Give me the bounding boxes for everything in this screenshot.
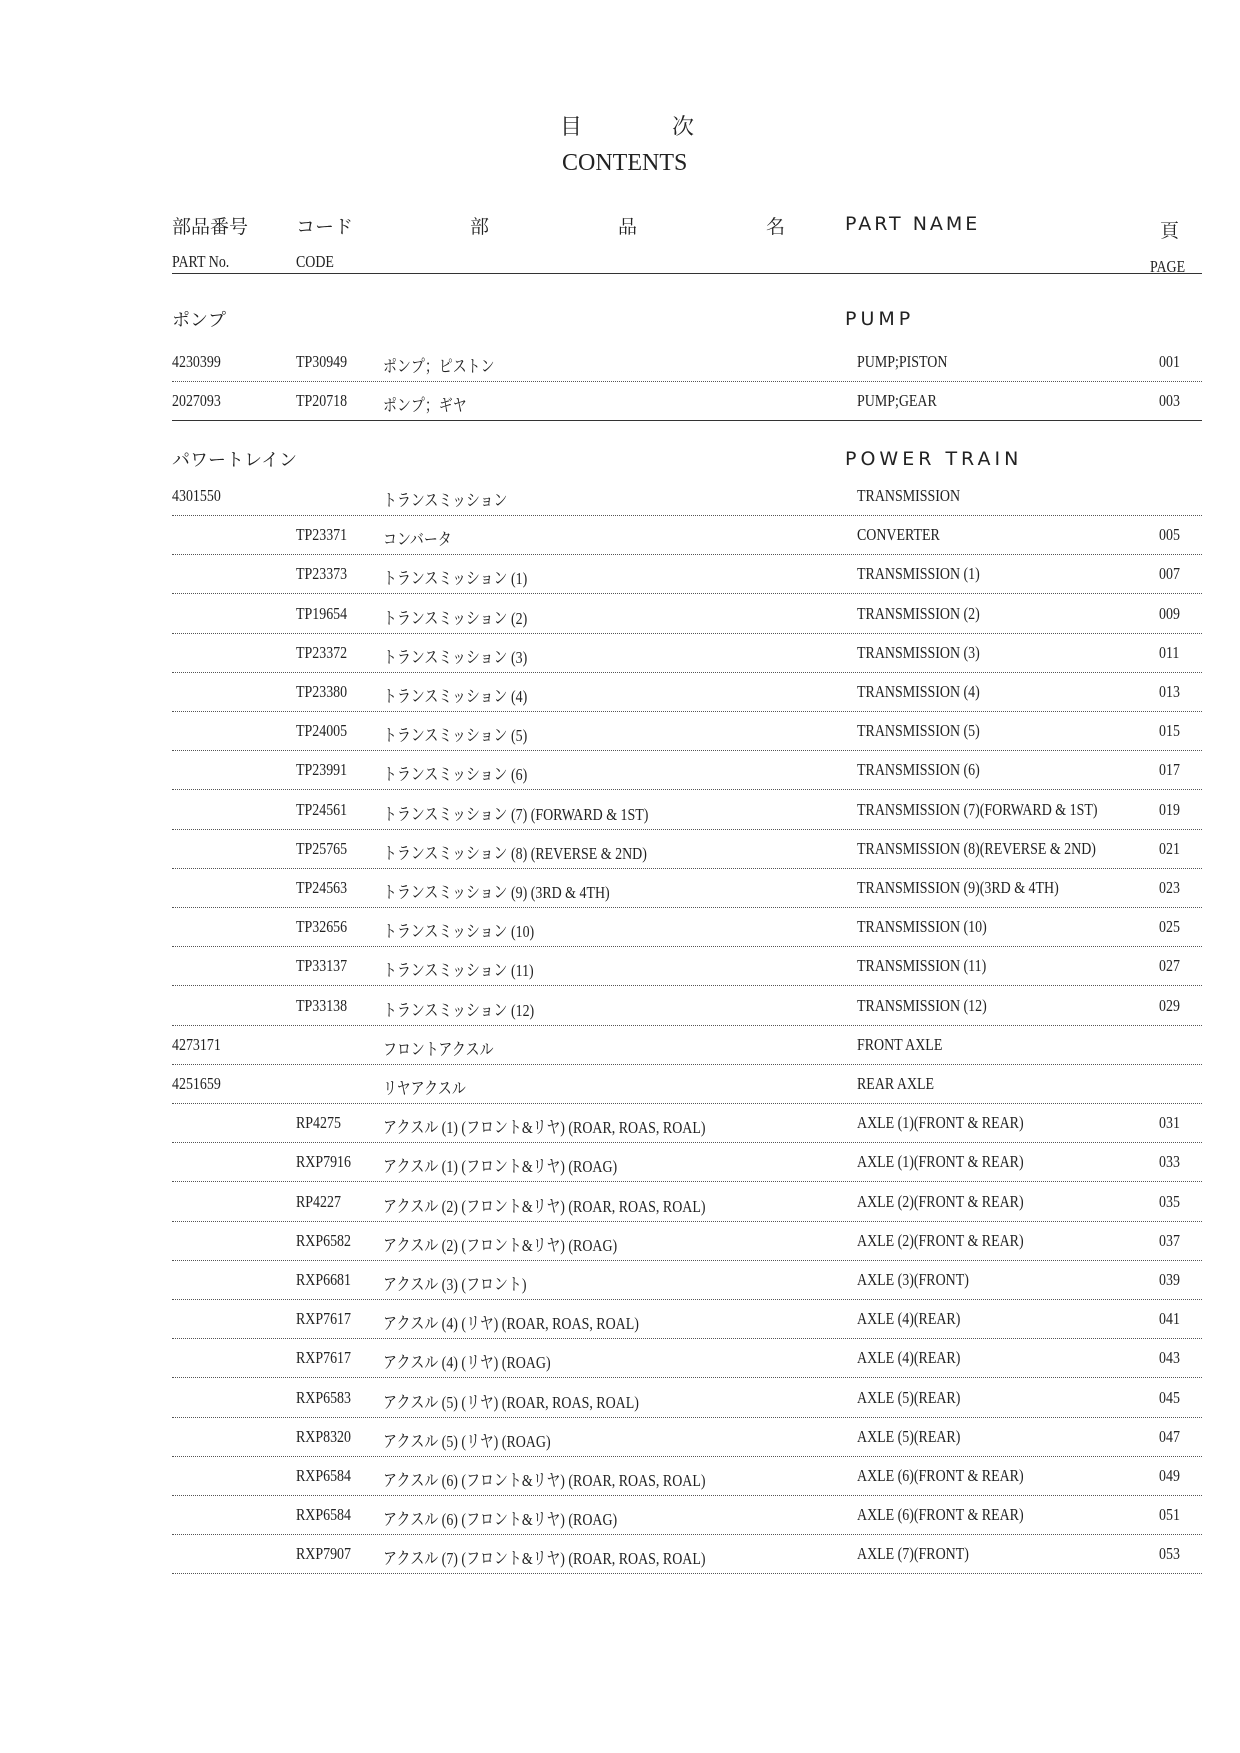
- row-divider: [172, 711, 1202, 712]
- name-en: AXLE (1)(FRONT & REAR): [857, 1152, 1024, 1172]
- section-title-jp: パワートレイン: [172, 450, 298, 470]
- part-number: 2027093: [172, 391, 221, 411]
- page-number: 037: [1159, 1230, 1180, 1250]
- name-en: PUMP;PISTON: [857, 352, 948, 371]
- title-en: CONTENTS: [562, 150, 688, 176]
- name-en: TRANSMISSION (1): [857, 564, 980, 584]
- row-divider: [172, 1103, 1202, 1104]
- name-en: TRANSMISSION (6): [857, 760, 980, 780]
- part-number: 4301550: [172, 486, 221, 505]
- code: TP20718: [296, 391, 348, 411]
- section-rule: [172, 420, 1202, 421]
- name-jp: トランスミッション (5): [383, 726, 528, 746]
- page-number: 045: [1159, 1387, 1180, 1407]
- code: RXP7617: [296, 1309, 352, 1329]
- name-jp: フロントアクスル: [383, 1039, 494, 1059]
- code: TP32656: [296, 917, 348, 937]
- page-number: 033: [1159, 1152, 1180, 1172]
- row-divider: [172, 1377, 1202, 1378]
- name-jp: アクスル (4) (リヤ) (ROAR, ROAS, ROAL): [383, 1314, 639, 1334]
- row-divider: [172, 868, 1202, 869]
- row-divider: [172, 1221, 1202, 1222]
- section-title-jp: ポンプ: [172, 310, 226, 330]
- row-divider: [172, 1417, 1202, 1418]
- row-divider: [172, 1456, 1202, 1457]
- name-en: TRANSMISSION (12): [857, 995, 987, 1015]
- row-divider: [172, 1025, 1202, 1026]
- code: RP4227: [296, 1191, 341, 1211]
- code: RXP8320: [296, 1426, 352, 1446]
- header-rule: [172, 273, 1202, 274]
- name-en: AXLE (5)(REAR): [857, 1426, 961, 1446]
- name-jp: アクスル (4) (リヤ) (ROAG): [383, 1353, 551, 1373]
- name-jp: アクスル (1) (フロント&リヤ) (ROAR, ROAS, ROAL): [383, 1118, 706, 1138]
- name-en: FRONT AXLE: [857, 1034, 943, 1054]
- code: TP24005: [296, 721, 348, 741]
- header-code-jp: コード: [296, 217, 354, 238]
- name-en: TRANSMISSION (2): [857, 603, 980, 623]
- name-jp: ポンプ；ギヤ: [383, 396, 467, 416]
- name-en: TRANSMISSION (9)(3RD & 4TH): [857, 878, 1059, 897]
- page-number: 009: [1159, 603, 1180, 623]
- name-en: AXLE (2)(FRONT & REAR): [857, 1230, 1024, 1250]
- row-divider: [172, 907, 1202, 908]
- page-number: 019: [1159, 799, 1180, 819]
- name-en: TRANSMISSION (3): [857, 642, 980, 662]
- code: TP25765: [296, 838, 348, 858]
- row-divider: [172, 1495, 1202, 1496]
- name-jp: トランスミッション (12): [383, 1000, 535, 1020]
- section-title-en: POWER TRAIN: [845, 448, 1023, 470]
- page-number: 013: [1159, 682, 1180, 701]
- page-number: 049: [1159, 1466, 1180, 1485]
- code: TP23991: [296, 760, 348, 780]
- name-jp: トランスミッション (7) (FORWARD & 1ST): [383, 804, 649, 824]
- page-number: 011: [1159, 642, 1180, 662]
- part-number: 4251659: [172, 1074, 221, 1093]
- row-divider: [172, 515, 1202, 516]
- row-divider: [172, 381, 1202, 382]
- row-divider: [172, 1338, 1202, 1339]
- header-part-name: PART NAME: [845, 213, 981, 235]
- name-jp: アクスル (7) (フロント&リヤ) (ROAR, ROAS, ROAL): [383, 1549, 706, 1569]
- row-divider: [172, 750, 1202, 751]
- row-divider: [172, 1260, 1202, 1261]
- name-en: AXLE (4)(REAR): [857, 1348, 961, 1368]
- name-en: TRANSMISSION (4): [857, 682, 980, 701]
- name-jp: アクスル (5) (リヤ) (ROAR, ROAS, ROAL): [383, 1392, 639, 1412]
- name-jp: トランスミッション (3): [383, 647, 528, 667]
- name-en: REAR AXLE: [857, 1074, 935, 1093]
- page-number: 031: [1159, 1113, 1180, 1133]
- row-divider: [172, 1142, 1202, 1143]
- page-number: 003: [1159, 391, 1180, 411]
- name-en: TRANSMISSION (11): [857, 956, 987, 976]
- name-jp: トランスミッション (4): [383, 687, 528, 706]
- name-jp: トランスミッション: [383, 491, 508, 510]
- page-number: 025: [1159, 917, 1180, 937]
- title-jp: 目次: [560, 114, 785, 139]
- row-divider: [172, 593, 1202, 594]
- code: TP33137: [296, 956, 348, 976]
- page-number: 027: [1159, 956, 1180, 976]
- page-number: 053: [1159, 1544, 1180, 1564]
- name-jp: アクスル (3) (フロント): [383, 1275, 527, 1294]
- name-jp: トランスミッション (9) (3RD & 4TH): [383, 883, 610, 902]
- name-jp: リヤアクスル: [383, 1079, 466, 1098]
- code: RXP7907: [296, 1544, 352, 1564]
- page-number: 035: [1159, 1191, 1180, 1211]
- name-jp: トランスミッション (8) (REVERSE & 2ND): [383, 843, 647, 863]
- row-divider: [172, 789, 1202, 790]
- name-en: AXLE (6)(FRONT & REAR): [857, 1466, 1024, 1485]
- page-number: 001: [1159, 352, 1180, 371]
- name-jp: トランスミッション (1): [383, 569, 528, 589]
- name-en: AXLE (6)(FRONT & REAR): [857, 1505, 1024, 1525]
- code: RXP7916: [296, 1152, 352, 1172]
- page-number: 051: [1159, 1505, 1180, 1525]
- page-number: 041: [1159, 1309, 1180, 1329]
- row-divider: [172, 1299, 1202, 1300]
- code: TP23372: [296, 642, 348, 662]
- row-divider: [172, 985, 1202, 986]
- name-jp: アクスル (2) (フロント&リヤ) (ROAG): [383, 1235, 618, 1255]
- code: TP24563: [296, 878, 348, 897]
- code: RXP6582: [296, 1230, 352, 1250]
- name-en: CONVERTER: [857, 525, 940, 545]
- page-number: 043: [1159, 1348, 1180, 1368]
- row-divider: [172, 1573, 1202, 1574]
- name-en: AXLE (2)(FRONT & REAR): [857, 1191, 1024, 1211]
- code: TP23373: [296, 564, 348, 584]
- code: RXP6583: [296, 1387, 352, 1407]
- name-en: AXLE (4)(REAR): [857, 1309, 961, 1329]
- page-number: 039: [1159, 1270, 1180, 1289]
- name-en: TRANSMISSION: [857, 486, 961, 505]
- page-number: 015: [1159, 721, 1180, 741]
- name-jp: アクスル (6) (フロント&リヤ) (ROAG): [383, 1510, 618, 1530]
- header-name-jp: 部 品 名: [470, 217, 841, 238]
- row-divider: [172, 672, 1202, 673]
- part-number: 4273171: [172, 1034, 221, 1054]
- name-en: AXLE (7)(FRONT): [857, 1544, 969, 1564]
- name-jp: トランスミッション (11): [383, 961, 534, 981]
- name-en: TRANSMISSION (5): [857, 721, 980, 741]
- header-page-jp: 頁: [1160, 221, 1180, 242]
- name-en: AXLE (3)(FRONT): [857, 1270, 969, 1289]
- section-title-en: PUMP: [845, 308, 915, 330]
- code: RXP6584: [296, 1466, 352, 1485]
- name-jp: コンバータ: [383, 530, 452, 550]
- header-code: CODE: [296, 252, 334, 271]
- page-number: 021: [1159, 838, 1180, 858]
- name-en: TRANSMISSION (7)(FORWARD & 1ST): [857, 799, 1098, 819]
- name-en: TRANSMISSION (10): [857, 917, 987, 937]
- code: RXP7617: [296, 1348, 352, 1368]
- code: RXP6584: [296, 1505, 352, 1525]
- part-number: 4230399: [172, 352, 221, 371]
- page-number: 023: [1159, 878, 1180, 897]
- page-number: 007: [1159, 564, 1180, 584]
- code: TP33138: [296, 995, 348, 1015]
- name-jp: ポンプ；ピストン: [383, 357, 495, 376]
- name-jp: アクスル (1) (フロント&リヤ) (ROAG): [383, 1157, 618, 1177]
- name-en: AXLE (1)(FRONT & REAR): [857, 1113, 1024, 1133]
- code: RXP6681: [296, 1270, 352, 1289]
- name-jp: アクスル (6) (フロント&リヤ) (ROAR, ROAS, ROAL): [383, 1471, 706, 1490]
- row-divider: [172, 633, 1202, 634]
- name-jp: トランスミッション (6): [383, 765, 528, 785]
- row-divider: [172, 554, 1202, 555]
- row-divider: [172, 1064, 1202, 1065]
- code: TP23380: [296, 682, 348, 701]
- name-jp: アクスル (5) (リヤ) (ROAG): [383, 1431, 551, 1451]
- code: TP23371: [296, 525, 348, 545]
- name-jp: トランスミッション (2): [383, 608, 528, 628]
- name-jp: アクスル (2) (フロント&リヤ) (ROAR, ROAS, ROAL): [383, 1196, 706, 1216]
- row-divider: [172, 1534, 1202, 1535]
- header-page: PAGE: [1150, 257, 1186, 276]
- row-divider: [172, 946, 1202, 947]
- page-number: 029: [1159, 995, 1180, 1015]
- header-part-no: PART No.: [172, 252, 230, 271]
- page-number: 047: [1159, 1426, 1180, 1446]
- row-divider: [172, 829, 1202, 830]
- name-en: TRANSMISSION (8)(REVERSE & 2ND): [857, 838, 1096, 858]
- page-number: 017: [1159, 760, 1180, 780]
- page-number: 005: [1159, 525, 1180, 545]
- code: TP24561: [296, 799, 348, 819]
- code: TP19654: [296, 603, 348, 623]
- name-en: AXLE (5)(REAR): [857, 1387, 961, 1407]
- name-en: PUMP;GEAR: [857, 391, 937, 411]
- row-divider: [172, 1181, 1202, 1182]
- code: TP30949: [296, 352, 348, 371]
- name-jp: トランスミッション (10): [383, 922, 535, 942]
- header-part-no-jp: 部品番号: [172, 217, 249, 238]
- code: RP4275: [296, 1113, 341, 1133]
